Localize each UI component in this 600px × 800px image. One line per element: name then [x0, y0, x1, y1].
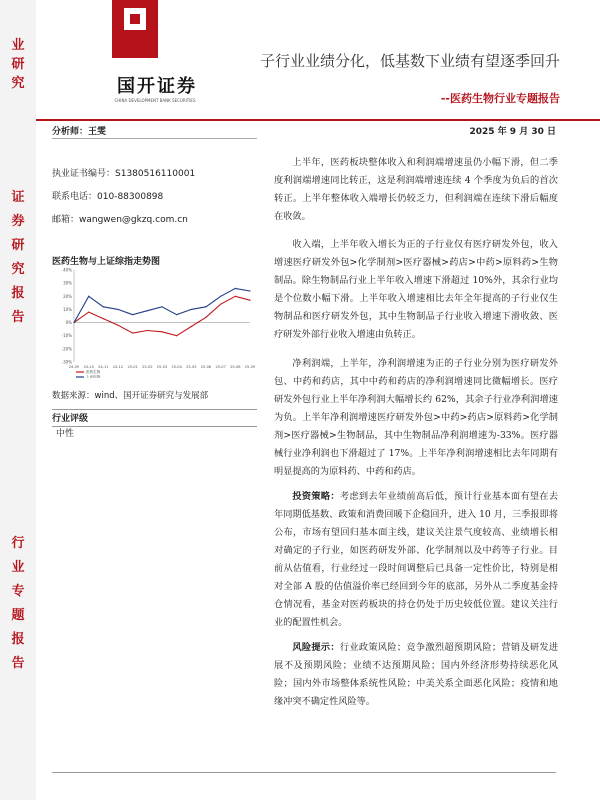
- sidebar-char: 报: [11, 632, 25, 647]
- y-tick-label: 0%: [65, 320, 72, 326]
- y-tick-label: 10%: [63, 306, 72, 312]
- series-0-point: [176, 335, 177, 336]
- trend-chart: [52, 266, 257, 378]
- sidebar-char: 题: [11, 608, 25, 623]
- phone-value: 010-88300898: [97, 192, 164, 202]
- cert-row: [52, 166, 195, 179]
- email-link[interactable]: wangwen@gkzq.com.cn: [79, 215, 188, 225]
- profit-paragraph: [274, 355, 558, 481]
- risk-paragraph: [274, 639, 558, 711]
- x-tick-label: 25-04: [171, 365, 182, 369]
- series-1-point: [147, 310, 148, 311]
- x-tick-label: 24-11: [98, 365, 109, 369]
- x-tick-label: 25-03: [156, 365, 168, 369]
- sidebar-char: 究: [11, 76, 25, 91]
- x-tick-label: 24-10: [83, 365, 94, 369]
- revenue-paragraph: [274, 236, 558, 344]
- series-1-point: [161, 306, 162, 307]
- series-0-point: [220, 304, 221, 305]
- brand-subtitle: CHINA DEVELOPMENT BANK SECURITIES: [114, 98, 196, 103]
- series-1-point: [103, 306, 104, 307]
- series-1-point: [205, 306, 206, 307]
- series-1-point: [220, 296, 221, 297]
- brand-logo-mark-center: [130, 14, 140, 24]
- y-tick-label: 30%: [63, 280, 72, 286]
- series-0-point: [132, 332, 133, 333]
- sidebar-char: 行: [11, 536, 25, 551]
- series-0-point: [161, 331, 162, 332]
- sidebar-top-label: [0, 36, 36, 93]
- sidebar-char: 研: [11, 57, 25, 72]
- cert-label: 执业证书编号：: [52, 169, 116, 179]
- analyst-divider: [52, 138, 257, 139]
- x-tick-label: 25-09: [244, 365, 256, 369]
- phone-row: [52, 189, 163, 202]
- x-tick-label: 24-12: [112, 365, 124, 369]
- series-0-point: [117, 325, 118, 326]
- report-title: 子行业业绩分化，低基数下业绩有望逐季回升: [259, 52, 560, 70]
- paragraph-revenue: 收入端，上半年收入增长为正的子行业仅有医疗研发外包，收入增速医疗研发外包>化学制剂>医疗器械>药店>中药>原料药>生物制品。除生物制品行业上半年收入增速下滑超过 10%外，其余行业均是个位数小幅下滑。上半年收入增速相比去年全年提高的子行业仅生物制品和医疗研发外包，其中生物制品子行业收入增速下滑收敛、医疗研发外部行业收入增速由负转正。: [274, 239, 558, 340]
- risk-text: 行业政策风险；竞争激烈超预期风险；营销及研发进展不及预期风险；业绩不达预期风险；国内外经济形势持续恶化风险；国内外市场整体系统性风险；中美关系全面恶化风险；疫情和地缘冲突不确定性风险等。: [274, 642, 559, 707]
- chart-title: 医药生物与上证综指走势图: [52, 257, 161, 267]
- x-tick-label: 25-08: [230, 365, 241, 369]
- x-tick-label: 25-01: [127, 365, 138, 369]
- risk-label: 风险提示：: [292, 642, 340, 653]
- y-tick-label: -20%: [61, 346, 72, 352]
- sidebar-char: 证: [11, 190, 25, 205]
- y-tick-label: -10%: [61, 333, 72, 339]
- series-1-point: [88, 296, 89, 297]
- footer-divider: [52, 772, 556, 773]
- cert-value: S1380516110001: [115, 169, 196, 179]
- analyst-name: 分析师：王雯: [52, 127, 107, 137]
- legend-label: 上证综指: [86, 375, 101, 378]
- chart-source: 数据来源：wind、国开证券研究与发展部: [52, 391, 209, 401]
- chart-area: [52, 266, 257, 378]
- sidebar-middle-label: [0, 186, 36, 330]
- sidebar-char: 业: [11, 38, 25, 53]
- series-0-point: [103, 318, 104, 319]
- series-1-point: [73, 322, 74, 323]
- report-subtitle: --医药生物行业专题报告: [440, 92, 560, 105]
- y-tick-label: -30%: [61, 359, 72, 365]
- y-tick-label: 40%: [63, 267, 72, 273]
- series-1-point: [132, 314, 133, 315]
- sidebar-char: 研: [11, 238, 25, 253]
- rating-header: 行业评级: [52, 409, 257, 427]
- series-1-point: [176, 314, 177, 315]
- series-0-point: [249, 300, 250, 301]
- sidebar-bottom-label: [0, 532, 36, 676]
- series-1-point: [249, 290, 250, 291]
- rating-value: 中性: [56, 429, 75, 439]
- series-1-point: [117, 309, 118, 310]
- x-tick-label: 25-05: [186, 365, 197, 369]
- sidebar-char: 究: [11, 262, 25, 277]
- strategy-paragraph: [274, 488, 558, 632]
- series-0-point: [235, 296, 236, 297]
- strategy-text: 考虑到去年业绩前高后低，预计行业基本面有望在去年同期低基数、政策和消费回暖下企稳回升，进入 10 月，三季报即将公布，市场有望回归基本面主线，建议关注景气度较高、业绩增长相对确定的子行业，如医药研发外部、化学制剂以及中药等子行业。目前从估值看，行业经过一段时间调整后已具备一定性价比，特别是相对全部 A 股的估值溢价率已经回到今年的底部，另外从二季度基金持仓情况看，基金对医药板块的持仓仍处于历史较低位置。建议关注行业的配置性机会。: [274, 491, 559, 628]
- paragraph-profit: 净利润端，上半年，净利润增速为正的子行业分别为医疗研发外包、中药和药店，其中中药和药店的净利润增速同比微幅增长。医疗研发外包行业上半年净利润大幅增长约 62%，其余子行业净利润增速为负。上半年净利润增速医疗研发外包>中药>药店>原料药>化学制剂>医疗器械>生物制品，其中生物制品净利润增速为-33%。医疗器械行业净利润也下滑超过了 17%。上半年净利润增速相比去年同期有明显提高的为原料药、中药和药店。: [274, 358, 558, 477]
- email-row: [52, 212, 188, 225]
- legend-label: 医药生物: [86, 370, 101, 374]
- phone-label: 联系电话：: [52, 192, 98, 202]
- email-label: 邮箱：: [52, 215, 80, 225]
- y-tick-label: 20%: [63, 293, 72, 299]
- header-divider: [36, 119, 600, 121]
- x-tick-label: 25-02: [142, 365, 153, 369]
- summary-paragraph: [274, 154, 558, 226]
- sidebar-char: 券: [11, 214, 25, 229]
- sidebar-char: 告: [11, 310, 25, 325]
- series-0-point: [205, 317, 206, 318]
- series-0-point: [191, 326, 192, 327]
- series-1-point: [235, 288, 236, 289]
- strategy-label: 投资策略：: [292, 491, 340, 502]
- paragraph-overview: 上半年，医药板块整体收入和利润端增速虽仍小幅下滑，但二季度利润端增速同比转正，这是利润端增速连续 4 个季度为负后的首次转正。上半年整体收入端增长仍较乏力，但利润端在连续下滑后幅度在收敛。: [274, 157, 558, 222]
- sidebar-char: 告: [11, 656, 25, 671]
- sidebar-char: 报: [11, 286, 25, 301]
- brand-name: 国开证券: [117, 76, 197, 97]
- sidebar-char: 专: [11, 584, 25, 599]
- sidebar-char: 业: [11, 560, 25, 575]
- series-line-0: [74, 296, 250, 335]
- x-tick-label: 24-09: [68, 365, 80, 369]
- x-tick-label: 25-06: [200, 365, 212, 369]
- series-1-point: [191, 309, 192, 310]
- series-0-point: [88, 311, 89, 312]
- series-0-point: [147, 330, 148, 331]
- x-tick-label: 25-07: [215, 365, 226, 369]
- report-date: 2025 年 9 月 30 日: [469, 127, 556, 137]
